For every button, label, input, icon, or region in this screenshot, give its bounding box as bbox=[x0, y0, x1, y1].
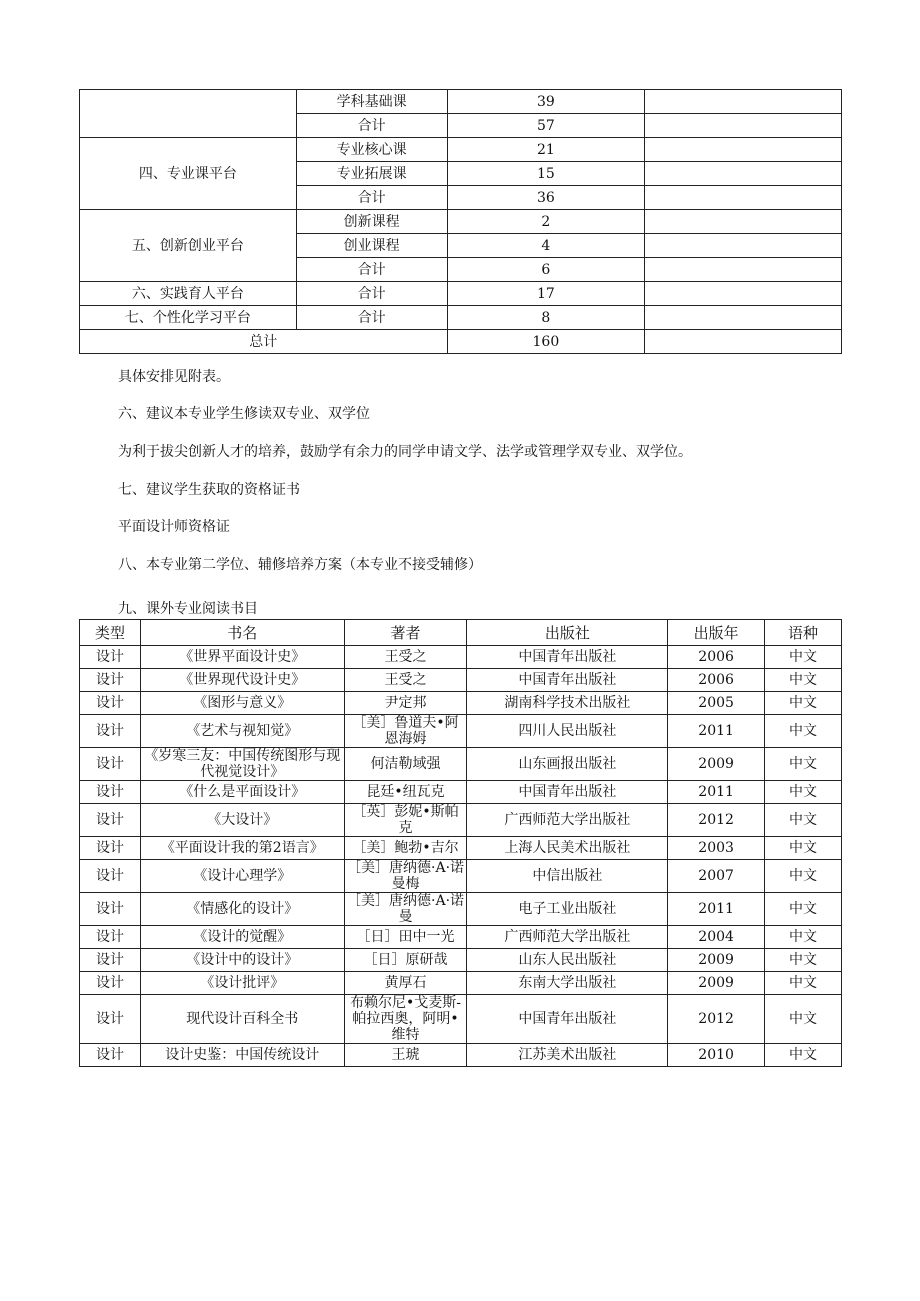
course-type-cell: 合计 bbox=[296, 186, 447, 210]
column-header: 著者 bbox=[344, 620, 467, 646]
book-row bbox=[80, 837, 842, 860]
course-type-cell: 合计 bbox=[296, 114, 447, 138]
category-cell: 设计 bbox=[80, 837, 141, 860]
course-type-cell: 创业课程 bbox=[296, 234, 447, 258]
column-header: 类型 bbox=[80, 620, 141, 646]
language-cell: 中文 bbox=[765, 804, 842, 837]
paragraph: 具体安排见附表。 bbox=[118, 369, 230, 385]
paragraph: 九、课外专业阅读书目 bbox=[118, 601, 258, 617]
year-cell: 2011 bbox=[668, 781, 765, 804]
language-cell: 中文 bbox=[765, 860, 842, 893]
book-row bbox=[80, 669, 842, 692]
category-cell: 设计 bbox=[80, 669, 141, 692]
category-cell: 设计 bbox=[80, 748, 141, 781]
publisher-cell: 山东人民出版社 bbox=[467, 949, 668, 972]
publisher-cell: 电子工业出版社 bbox=[467, 893, 668, 926]
title-cell: 《设计心理学》 bbox=[140, 860, 344, 893]
category-cell: 设计 bbox=[80, 995, 141, 1044]
credit-cell: 6 bbox=[447, 258, 645, 282]
publisher-cell: 广西师范大学出版社 bbox=[467, 926, 668, 949]
year-cell: 2012 bbox=[668, 995, 765, 1044]
note-cell bbox=[645, 258, 842, 282]
course-type-cell: 合计 bbox=[296, 282, 447, 306]
book-row bbox=[80, 893, 842, 926]
language-cell: 中文 bbox=[765, 1044, 842, 1067]
paragraph: 为利于拔尖创新人才的培养，鼓励学有余力的同学申请文学、法学或管理学双专业、双学位。 bbox=[118, 444, 692, 460]
author-cell: 王受之 bbox=[344, 669, 467, 692]
year-cell: 2007 bbox=[668, 860, 765, 893]
year-cell: 2006 bbox=[668, 646, 765, 669]
publisher-cell: 中信出版社 bbox=[467, 860, 668, 893]
platform-cell: 六、实践育人平台 bbox=[80, 282, 297, 306]
author-cell: 王受之 bbox=[344, 646, 467, 669]
paragraph: 六、建议本专业学生修读双专业、双学位 bbox=[118, 406, 370, 422]
publisher-cell: 湖南科学技术出版社 bbox=[467, 692, 668, 715]
title-cell: 《岁寒三友：中国传统图形与现代视觉设计》 bbox=[140, 748, 344, 781]
note-cell bbox=[645, 210, 842, 234]
credit-cell: 17 bbox=[447, 282, 645, 306]
credit-cell: 4 bbox=[447, 234, 645, 258]
author-cell: 黄厚石 bbox=[344, 972, 467, 995]
category-cell: 设计 bbox=[80, 949, 141, 972]
year-cell: 2012 bbox=[668, 804, 765, 837]
title-cell: 《情感化的设计》 bbox=[140, 893, 344, 926]
reading-table-header bbox=[80, 620, 842, 646]
language-cell: 中文 bbox=[765, 995, 842, 1044]
author-cell: ［美］唐纳德·A·诺曼梅 bbox=[344, 860, 467, 893]
year-cell: 2009 bbox=[668, 972, 765, 995]
publisher-cell: 中国青年出版社 bbox=[467, 781, 668, 804]
book-row bbox=[80, 949, 842, 972]
credit-cell: 15 bbox=[447, 162, 645, 186]
title-cell: 《艺术与视知觉》 bbox=[140, 715, 344, 748]
paragraph: 八、本专业第二学位、辅修培养方案（本专业不接受辅修） bbox=[118, 557, 482, 573]
course-type-cell: 学科基础课 bbox=[296, 90, 447, 114]
publisher-cell: 中国青年出版社 bbox=[467, 669, 668, 692]
publisher-cell: 中国青年出版社 bbox=[467, 646, 668, 669]
category-cell: 设计 bbox=[80, 926, 141, 949]
book-row bbox=[80, 804, 842, 837]
publisher-cell: 广西师范大学出版社 bbox=[467, 804, 668, 837]
author-cell: 布赖尔尼•戈麦斯-帕拉西奥，阿明•维特 bbox=[344, 995, 467, 1044]
title-cell: 《图形与意义》 bbox=[140, 692, 344, 715]
language-cell: 中文 bbox=[765, 646, 842, 669]
paragraph: 七、建议学生获取的资格证书 bbox=[118, 482, 300, 498]
note-cell bbox=[645, 234, 842, 258]
language-cell: 中文 bbox=[765, 949, 842, 972]
title-cell: 《设计的觉醒》 bbox=[140, 926, 344, 949]
credit-cell: 2 bbox=[447, 210, 645, 234]
title-cell: 《世界平面设计史》 bbox=[140, 646, 344, 669]
language-cell: 中文 bbox=[765, 715, 842, 748]
note-cell bbox=[645, 330, 842, 354]
category-cell: 设计 bbox=[80, 715, 141, 748]
category-cell: 设计 bbox=[80, 1044, 141, 1067]
note-cell bbox=[645, 162, 842, 186]
course-type-cell: 专业核心课 bbox=[296, 138, 447, 162]
credit-cell: 8 bbox=[447, 306, 645, 330]
year-cell: 2011 bbox=[668, 715, 765, 748]
language-cell: 中文 bbox=[765, 748, 842, 781]
title-cell: 设计史鉴：中国传统设计 bbox=[140, 1044, 344, 1067]
book-row bbox=[80, 860, 842, 893]
book-row bbox=[80, 926, 842, 949]
language-cell: 中文 bbox=[765, 781, 842, 804]
year-cell: 2009 bbox=[668, 949, 765, 972]
author-cell: ［日］田中一光 bbox=[344, 926, 467, 949]
book-row bbox=[80, 972, 842, 995]
book-row bbox=[80, 715, 842, 748]
credit-row bbox=[80, 306, 842, 330]
column-header: 书名 bbox=[140, 620, 344, 646]
note-cell bbox=[645, 306, 842, 330]
title-cell: 《大设计》 bbox=[140, 804, 344, 837]
credit-row bbox=[80, 210, 842, 234]
book-row bbox=[80, 995, 842, 1044]
publisher-cell: 上海人民美术出版社 bbox=[467, 837, 668, 860]
platform-cell: 四、专业课平台 bbox=[80, 138, 297, 210]
author-cell: 昆廷•纽瓦克 bbox=[344, 781, 467, 804]
author-cell: 何洁勒域强 bbox=[344, 748, 467, 781]
credit-table-body bbox=[80, 90, 842, 354]
title-cell: 现代设计百科全书 bbox=[140, 995, 344, 1044]
publisher-cell: 中国青年出版社 bbox=[467, 995, 668, 1044]
year-cell: 2010 bbox=[668, 1044, 765, 1067]
year-cell: 2003 bbox=[668, 837, 765, 860]
reading-list-table bbox=[79, 619, 842, 1067]
course-type-cell: 创新课程 bbox=[296, 210, 447, 234]
author-cell: ［日］原研哉 bbox=[344, 949, 467, 972]
author-cell: ［美］唐纳德·A·诺曼 bbox=[344, 893, 467, 926]
credit-cell: 21 bbox=[447, 138, 645, 162]
category-cell: 设计 bbox=[80, 781, 141, 804]
book-row bbox=[80, 1044, 842, 1067]
credit-row bbox=[80, 138, 842, 162]
category-cell: 设计 bbox=[80, 692, 141, 715]
credit-summary-table bbox=[79, 89, 842, 354]
language-cell: 中文 bbox=[765, 926, 842, 949]
author-cell: ［美］鲁道夫•阿恩海姆 bbox=[344, 715, 467, 748]
publisher-cell: 东南大学出版社 bbox=[467, 972, 668, 995]
note-cell bbox=[645, 90, 842, 114]
category-cell: 设计 bbox=[80, 804, 141, 837]
book-row bbox=[80, 748, 842, 781]
category-cell: 设计 bbox=[80, 646, 141, 669]
title-cell: 《什么是平面设计》 bbox=[140, 781, 344, 804]
author-cell: ［英］彭妮•斯帕克 bbox=[344, 804, 467, 837]
title-cell: 《设计中的设计》 bbox=[140, 949, 344, 972]
author-cell: 尹定邦 bbox=[344, 692, 467, 715]
credit-total-row bbox=[80, 330, 842, 354]
language-cell: 中文 bbox=[765, 692, 842, 715]
credit-row bbox=[80, 90, 842, 114]
title-cell: 《设计批评》 bbox=[140, 972, 344, 995]
course-type-cell: 专业拓展课 bbox=[296, 162, 447, 186]
book-row bbox=[80, 781, 842, 804]
category-cell: 设计 bbox=[80, 972, 141, 995]
credit-cell: 36 bbox=[447, 186, 645, 210]
author-cell: 王琥 bbox=[344, 1044, 467, 1067]
course-type-cell: 合计 bbox=[296, 258, 447, 282]
book-row bbox=[80, 646, 842, 669]
credit-cell: 57 bbox=[447, 114, 645, 138]
paragraph: 平面设计师资格证 bbox=[118, 519, 230, 535]
year-cell: 2005 bbox=[668, 692, 765, 715]
publisher-cell: 山东画报出版社 bbox=[467, 748, 668, 781]
note-cell bbox=[645, 186, 842, 210]
language-cell: 中文 bbox=[765, 972, 842, 995]
platform-cell: 七、个性化学习平台 bbox=[80, 306, 297, 330]
title-cell: 《平面设计我的第2语言》 bbox=[140, 837, 344, 860]
language-cell: 中文 bbox=[765, 837, 842, 860]
book-row bbox=[80, 692, 842, 715]
note-cell bbox=[645, 114, 842, 138]
credit-cell: 39 bbox=[447, 90, 645, 114]
year-cell: 2006 bbox=[668, 669, 765, 692]
category-cell: 设计 bbox=[80, 893, 141, 926]
reading-table-body bbox=[80, 646, 842, 1067]
year-cell: 2004 bbox=[668, 926, 765, 949]
title-cell: 《世界现代设计史》 bbox=[140, 669, 344, 692]
column-header: 出版年 bbox=[668, 620, 765, 646]
course-type-cell: 合计 bbox=[296, 306, 447, 330]
category-cell: 设计 bbox=[80, 860, 141, 893]
year-cell: 2011 bbox=[668, 893, 765, 926]
note-cell bbox=[645, 282, 842, 306]
publisher-cell: 四川人民出版社 bbox=[467, 715, 668, 748]
column-header: 出版社 bbox=[467, 620, 668, 646]
author-cell: ［美］鲍勃•吉尔 bbox=[344, 837, 467, 860]
platform-cell: 五、创新创业平台 bbox=[80, 210, 297, 282]
publisher-cell: 江苏美术出版社 bbox=[467, 1044, 668, 1067]
column-header: 语种 bbox=[765, 620, 842, 646]
total-label-cell: 总计 bbox=[80, 330, 448, 354]
platform-cell bbox=[80, 90, 297, 138]
total-credit-cell: 160 bbox=[447, 330, 645, 354]
language-cell: 中文 bbox=[765, 893, 842, 926]
note-cell bbox=[645, 138, 842, 162]
credit-row bbox=[80, 282, 842, 306]
year-cell: 2009 bbox=[668, 748, 765, 781]
language-cell: 中文 bbox=[765, 669, 842, 692]
